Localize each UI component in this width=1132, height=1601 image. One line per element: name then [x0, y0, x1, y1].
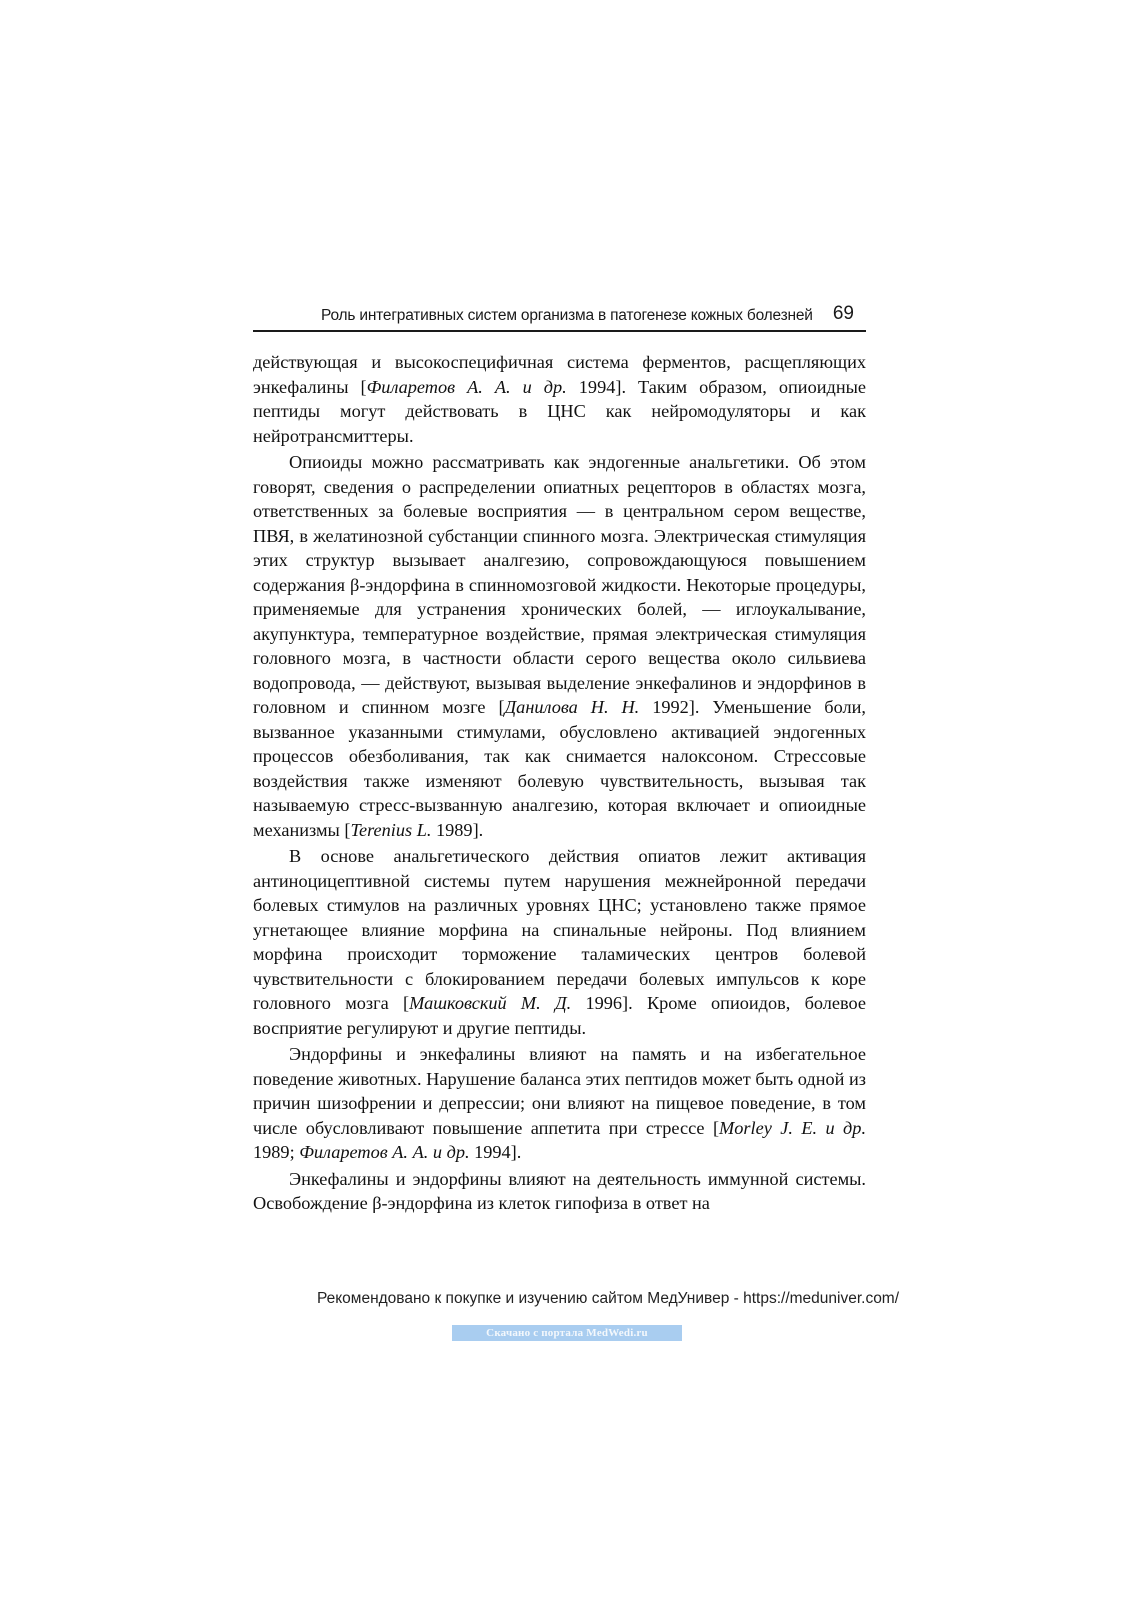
recommendation-note [0, 1290, 1132, 1308]
paragraph-text: 1994]. Таким образом, опиоидные пептиды могут действовать в ЦНС как нейромодуляторы и как нейротрансмиттеры. [253, 376, 867, 446]
paragraph-text: В основе анальгетического действия опиатов лежит активация антиноцицептивной системы путем нарушения межнейронной передачи болевых стимулов на различных уровнях ЦНС; установлено также прямое угнетающее влияние морфина на спинальные нейроны. Под влиянием морфина происходит торможение таламических центров болевой чувствительности с блокированием передачи болевых импульсов к коре головного мозга [ [253, 846, 866, 1013]
citation-author: Машковский М. Д. [409, 993, 572, 1013]
paragraph-1 [253, 350, 866, 448]
body-text [253, 350, 866, 1216]
paragraph-text: 1989]. [431, 819, 484, 840]
paragraph-2 [253, 450, 866, 842]
running-title: Роль интегративных систем организма в патогенезе кожных болезней [321, 307, 813, 324]
page-number: 69 [832, 303, 854, 324]
citation-author: Terenius L. [350, 819, 432, 840]
running-header [253, 300, 866, 332]
paragraph-5 [253, 1167, 866, 1216]
citation-author: Данилова Н. Н. [504, 697, 640, 717]
citation-author: Morley J. E. и др. [719, 1117, 867, 1138]
paragraph-text: действующая и высокоспецифичная система ферментов, расщепляющих энкефалины [ [253, 352, 866, 397]
paragraph-text: 1992]. Уменьшение боли, вызванное указанными стимулами, обусловлено активацией эндогенных процессов обезболивания, так как снимается налоксоном. Стрессовые воздействия также изменяют болевую чувствительность, вызывая так называемую стресс-вызванную аналгезию, которая включает и опиоидные механизмы [ [253, 697, 866, 840]
citation-author: Филаретов А. А. и др. [366, 376, 567, 397]
citation-author: Филаретов А. А. и др. [299, 1142, 470, 1162]
paragraph-text: 1994]. [469, 1142, 522, 1162]
paragraph-3 [253, 844, 866, 1040]
recommendation-text: Рекомендовано к покупке и изучению сайтом МедУнивер - https://meduniver.com/ [316, 1290, 900, 1307]
paragraph-4 [253, 1042, 866, 1165]
paragraph-text: Энкефалины и эндорфины влияют на деятельность иммунной системы. Освобождение β-эндорфина из клеток гипофиза в ответ на [253, 1168, 866, 1213]
paragraph-text: Опиоиды можно рассматривать как эндогенные анальгетики. Об этом говорят, сведения о распределении опиатных рецепторов в областях мозга, ответственных за болевые восприятия — в центральном сером веществе, ПВЯ, в желатинозной субстанции спинного мозга. Электрическая стимуляция этих структур вызывает аналгезию, сопровождающуюся повышением содержания β-эндорфина в спинномозговой жидкости. Некоторые процедуры, применяемые для устранения хронических болей, — иглоукалывание, акупунктура, температурное воздействие, прямая электрическая стимуляция головного мозга, в частности области серого вещества около сильвиева водопровода, — действуют, вызывая выделение энкефалинов и эндорфинов в головном и спинном мозге [ [253, 452, 866, 717]
download-banner: Скачано с портала MedWedi.ru [452, 1325, 682, 1341]
paragraph-text: 1996]. Кроме опиоидов, болевое восприятие регулируют и другие пептиды. [253, 993, 866, 1038]
paragraph-text: 1989; [253, 1142, 300, 1162]
paragraph-text: Эндорфины и энкефалины влияют на память и на избегательное поведение животных. Нарушение баланса этих пептидов может быть одной из причин шизофрении и депрессии; они влияют на пищевое поведение, в том числе обусловливают повышение аппетита при стрессе [ [253, 1044, 866, 1138]
